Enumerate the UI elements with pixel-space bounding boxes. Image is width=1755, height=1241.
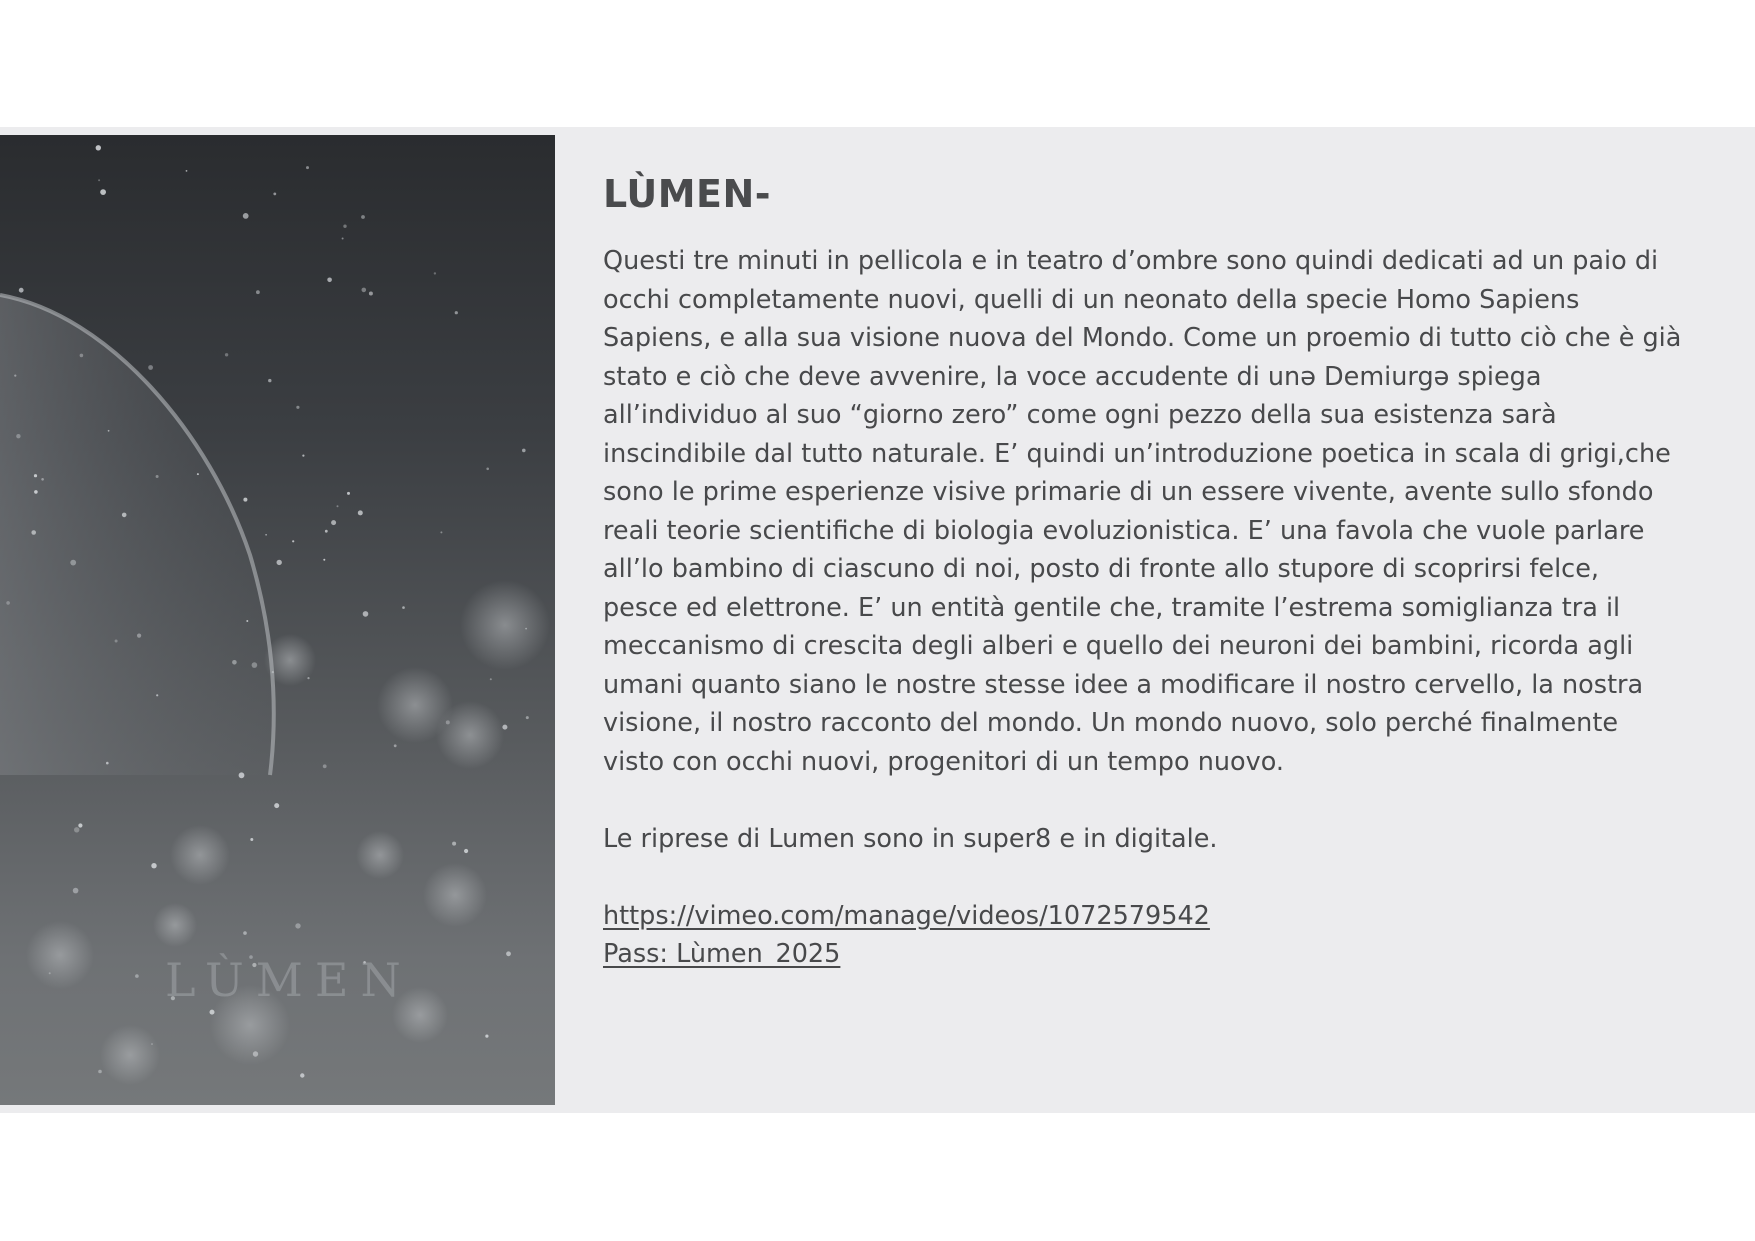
star-speck (80, 354, 84, 358)
star-speck (246, 620, 248, 622)
paragraph-line: reali teorie scientifiche di biologia evoluzionistica. E’ una favola che vuole parlare (603, 515, 1645, 546)
star-speck (277, 560, 282, 565)
star-speck (268, 379, 271, 382)
password-text: Pass: Lùmen_2025 (603, 939, 841, 969)
star-speck (506, 951, 511, 956)
star-speck (243, 931, 247, 935)
star-speck (363, 611, 369, 617)
star-speck (78, 823, 82, 827)
star-speck (306, 166, 309, 169)
star-speck (151, 863, 156, 868)
star-speck (402, 606, 405, 609)
star-speck (243, 498, 247, 502)
description-paragraph (603, 242, 1703, 974)
star-speck (253, 1051, 258, 1056)
star-speck (74, 827, 79, 832)
star-speck (225, 353, 228, 356)
star-speck (156, 475, 159, 478)
star-speck (296, 406, 299, 409)
star-speck (98, 179, 100, 181)
page-title: LÙMEN- (603, 172, 772, 216)
star-speck (239, 772, 245, 778)
star-speck (256, 290, 260, 294)
star-speck (106, 762, 109, 765)
bokeh-glow (460, 580, 550, 670)
star-speck (115, 640, 118, 643)
paragraph-line: umani quanto siano le nostre stesse idee a modificare il nostro cervello, la nostra (603, 669, 1644, 700)
star-speck (440, 531, 442, 533)
star-speck (347, 492, 350, 495)
vimeo-link[interactable]: https://vimeo.com/manage/videos/1072579542 (603, 900, 1210, 931)
star-speck (148, 365, 153, 370)
paragraph-line: visione, il nostro racconto del mondo. Un mondo nuovo, solo perché finalmente (603, 708, 1619, 738)
bokeh-glow (100, 1025, 160, 1085)
star-speck (331, 520, 336, 525)
star-speck (522, 449, 526, 453)
bokeh-glow (423, 863, 487, 927)
star-speck (137, 634, 141, 638)
star-speck (327, 278, 332, 283)
paragraph-line: Questi tre minuti in pellicola e in teatro d’ombre sono quindi dedicati ad un paio di (603, 246, 1659, 276)
paragraph-line: stato e ciò che deve avvenire, la voce accudente di unə Demiurgə spiega (603, 361, 1542, 392)
star-speck (98, 1070, 102, 1074)
bokeh-glow (436, 701, 504, 769)
star-speck (325, 530, 328, 533)
paragraph-line: all’individuo al suo “giorno zero” come ogni pezzo della sua esistenza sarà (603, 400, 1557, 430)
star-speck (96, 145, 101, 150)
star-speck (70, 560, 76, 566)
star-speck (16, 434, 20, 438)
star-speck (156, 694, 158, 696)
bokeh-glow (153, 903, 197, 947)
star-speck (455, 311, 458, 314)
star-speck (6, 601, 10, 605)
star-speck (525, 628, 527, 630)
star-speck (14, 375, 16, 377)
star-speck (434, 272, 436, 274)
star-speck (302, 455, 304, 457)
star-speck (323, 559, 325, 561)
bokeh-glow (26, 921, 94, 989)
paragraph-line: visto con occhi nuovi, progenitori di un tempo nuovo. (603, 746, 1284, 777)
star-speck (369, 292, 373, 296)
star-speck (464, 849, 468, 853)
star-speck (274, 803, 279, 808)
star-speck (452, 842, 456, 846)
paragraph-line: meccanismo di crescita degli alberi e quello dei neuroni dei bambini, ricorda agli (603, 631, 1634, 661)
star-speck (485, 1035, 488, 1038)
star-speck (19, 288, 24, 293)
star-speck (337, 505, 339, 507)
star-speck (210, 1010, 215, 1015)
star-speck (34, 490, 38, 494)
star-speck (490, 678, 492, 680)
star-speck (295, 923, 300, 928)
star-speck (446, 720, 450, 724)
star-speck (358, 510, 363, 515)
star-speck (100, 189, 106, 195)
paragraph-line: pesce ed elettrone. E’ un entità gentile che, tramite l’estrema somiglianza tra il (603, 592, 1621, 623)
spacer (603, 781, 1703, 820)
star-speck (135, 974, 139, 978)
star-speck (273, 193, 276, 196)
star-speck (73, 888, 79, 894)
paragraph-line: inscindibile dal tutto naturale. E’ quindi un’introduzione poetica in scala di grigi,che (603, 438, 1671, 469)
star-speck (232, 660, 237, 665)
star-speck (300, 1073, 304, 1077)
star-speck (342, 238, 344, 240)
star-speck (151, 1043, 153, 1045)
star-speck (122, 513, 127, 518)
star-speck (272, 671, 274, 673)
star-speck (307, 677, 309, 679)
star-speck (394, 744, 397, 747)
paragraph-line: Sapiens, e alla sua visione nuova del Mondo. Come un proemio di tutto ciò che è già (603, 323, 1682, 353)
star-speck (197, 473, 199, 475)
star-speck (323, 764, 327, 768)
star-speck (31, 530, 36, 535)
star-speck (486, 468, 489, 471)
paragraph-line: sono le prime esperienze visive primarie di un essere vivente, avente sullo sfondo (603, 477, 1654, 507)
star-speck (362, 288, 367, 293)
bokeh-glow (170, 825, 230, 885)
star-speck (186, 170, 188, 172)
star-speck (34, 474, 37, 477)
star-speck (41, 478, 44, 481)
star-speck (252, 662, 258, 668)
star-speck (361, 215, 365, 219)
paragraph-line: occhi completamente nuovi, quelli di un neonato della specie Homo Sapiens (603, 284, 1580, 315)
star-speck (243, 213, 249, 219)
star-speck (265, 534, 267, 536)
star-speck (502, 725, 507, 730)
spacer (603, 858, 1703, 897)
star-speck (526, 716, 529, 719)
poster-title: LÙMEN (165, 953, 413, 1007)
orb-shape (0, 295, 274, 775)
paragraph-line: all’lo bambino di ciascuno di noi, posto di fronte allo stupore di scoprirsi felce, (603, 554, 1599, 584)
star-speck (250, 838, 253, 841)
star-speck (108, 430, 110, 432)
star-speck (49, 972, 51, 974)
format-note: Le riprese di Lumen sono in super8 e in digitale. (603, 823, 1218, 854)
poster-image (0, 135, 555, 1105)
star-speck (292, 540, 294, 542)
star-speck (343, 225, 346, 228)
text-column (603, 168, 1703, 974)
bokeh-glow (356, 831, 404, 879)
